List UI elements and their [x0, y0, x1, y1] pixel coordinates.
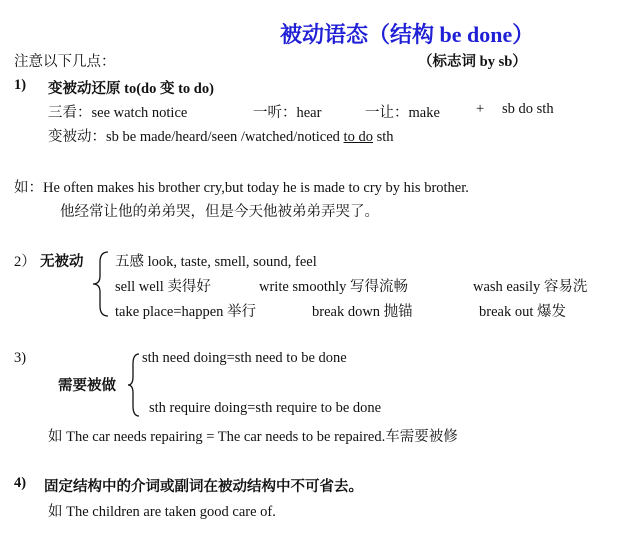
section-1-number: 1) [14, 77, 27, 93]
section-2-brace [90, 250, 112, 318]
example-4: 如 The children are taken good care of. [48, 504, 276, 520]
example-1-chinese: 他经常让他的弟弟哭，但是今天他被弟弟弄哭了。 [60, 204, 379, 220]
section-2-number: 2） [14, 254, 36, 270]
page-title: 被动语态（结构 be done） [280, 22, 535, 47]
example-1-english: 如：He often makes his brother cry,but today he is made to cry by his brother. [14, 180, 469, 196]
section-1-heading: 变被动还原 to(do 变 to do) [48, 81, 214, 97]
section-2-heading: 无被动 [40, 254, 84, 270]
require-doing: sth require doing=sth require to be done [149, 400, 382, 416]
break-out: break out 爆发 [479, 304, 566, 320]
see-verbs: 三看：see watch notice [48, 105, 188, 121]
break-down: break down 抛锚 [312, 304, 413, 320]
intro-text: 注意以下几点： [14, 54, 116, 70]
section-3-brace [126, 352, 142, 418]
sell-well: sell well 卖得好 [115, 279, 211, 295]
passive-form-prefix: 变被动：sb be made/heard/seen /watched/noticed [48, 129, 344, 145]
section-3-heading: 需要被做 [58, 378, 116, 394]
example-3: 如 The car needs repairing = The car needs to be repaired.车需要被修 [48, 429, 458, 445]
section-3-number: 3) [14, 350, 27, 366]
sb-do-sth: sb do sth [502, 101, 554, 117]
five-senses: 五感 look, taste, smell, sound, feel [115, 254, 317, 270]
passive-form-underlined: to do [343, 129, 373, 145]
wash-easily: wash easily 容易洗 [473, 279, 588, 295]
section-4-number: 4) [14, 475, 27, 491]
passive-form-line [48, 125, 394, 146]
make-verb: 一让：make [365, 105, 440, 121]
plus-sign: + [476, 101, 485, 117]
passive-form-suffix: sth [372, 129, 394, 145]
signal-word: （标志词 by sb） [418, 54, 527, 70]
hear-verb: 一听：hear [253, 105, 322, 121]
need-doing: sth need doing=sth need to be done [142, 350, 347, 366]
write-smoothly: write smoothly 写得流畅 [259, 279, 409, 295]
section-4-heading: 固定结构中的介词或副词在被动结构中不可省去。 [44, 479, 363, 495]
take-place: take place=happen 举行 [115, 304, 257, 320]
